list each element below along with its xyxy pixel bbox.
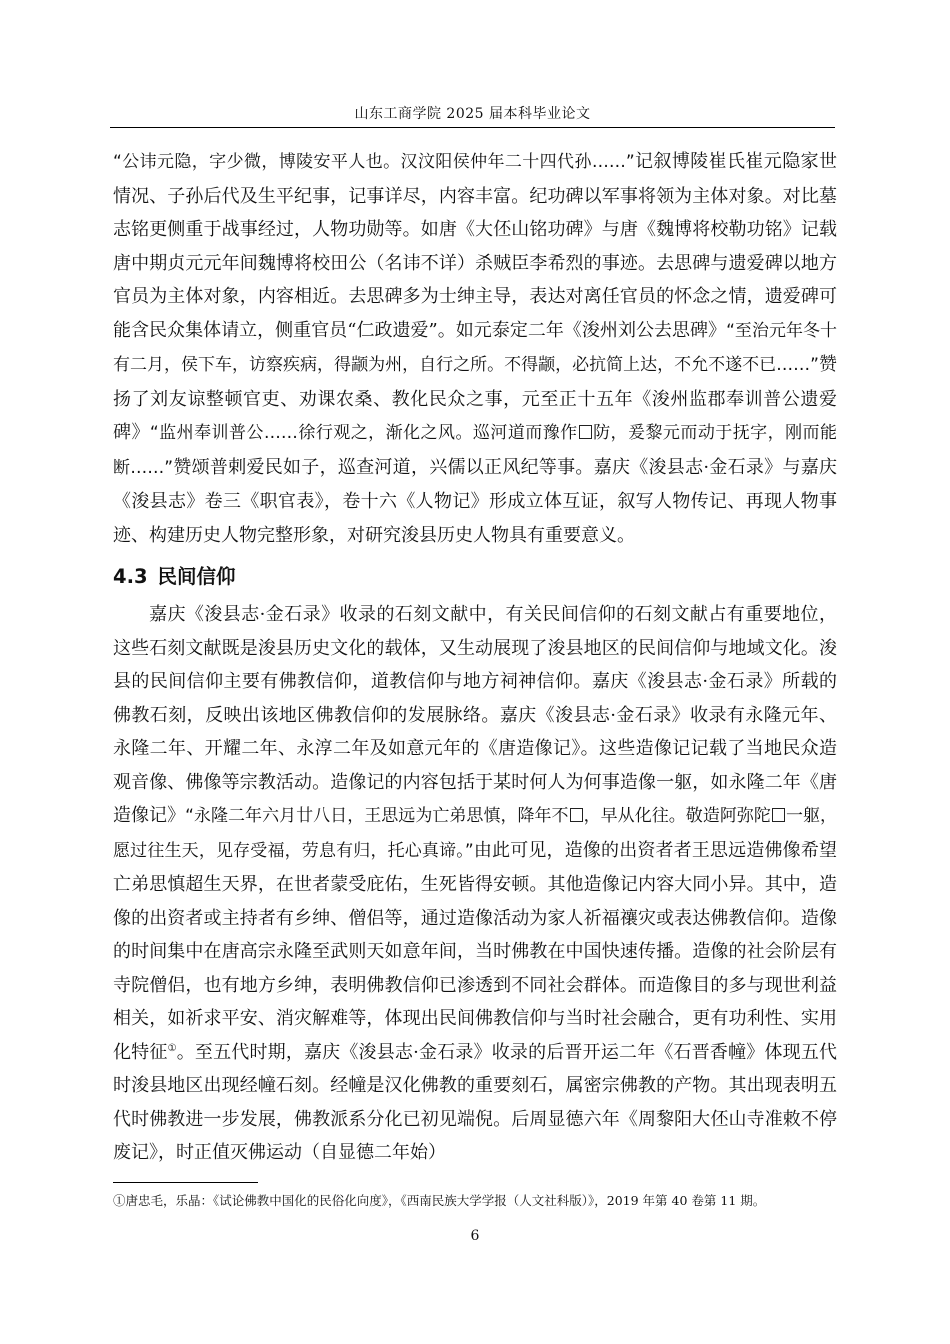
missing-character-box	[772, 808, 785, 822]
header-rule	[110, 127, 835, 128]
section-title: 民间信仰	[157, 565, 236, 588]
footnote: ①唐忠毛，乐晶：《试论佛教中国化的民俗化向度》，《西南民族大学学报（人文社科版）》，2019 年第 40 卷第 11 期。	[113, 1193, 766, 1208]
text-segment: 。至五代时期，嘉庆《浚县志·金石录》收录的后晋开运二年《石晋香幢》体现五代时浚县地区出现经幢石刻。经幢是汉化佛教的重要刻石，属密宗佛教的产物。其出现表明五代时佛教进一步发展，佛教派系分化已初见端倪。后周显德六年《周黎阳大伾山寺准敕不停废记》，时正值灭佛运动（自显德二年始）	[113, 1041, 838, 1163]
section-number: 4.3	[113, 565, 148, 588]
text-segment: 赞扬了刘友谅整顿官吏、劝课农桑、教化民众之事，元至正十五年《浚州监郡奉训普公遗爱碑》	[113, 354, 838, 443]
text-segment: 记叙博陵崔氏崔元隐家世情况、子孙后代及生平纪事，记事详尽，内容丰富。纪功碑以军事将领为主体对象。对比墓志铭更侧重于战事经过，人物功勋等。如唐《大伾山铭功碑》与唐《魏博将校勒功铭》记载唐中期贞元元年间魏博将校田公（名讳不详）杀贼臣李希烈的事迹。去思碑与遗爱碑以地方官员为主体对象，内容相近。去思碑多为士绅主导，表达对离任官员的怀念之情，遗爱碑可能含民众集体请立，侧重官员“仁政遗爱”。如元泰定二年《浚州刘公去思碑》	[113, 151, 837, 341]
missing-character-box	[579, 425, 592, 439]
quote-part: “监州奉训普公……徐行观之，渐化之风。巡河道而豫作	[149, 423, 578, 443]
text-segment: 嘉庆《浚县志·金石录》收录的石刻文献中，有关民间信仰的石刻文献占有重要地位，这些石刻文献既是浚县历史文化的载体，又生动展现了浚县地区的民间信仰与地域文化。浚县的民间信仰主要有佛教信仰，道教信仰与地方祠神信仰。嘉庆《浚县志·金石录》所载的佛教石刻，反映出该地区佛教信仰的发展脉络。嘉庆《浚县志·金石录》收录有永隆元年、永隆二年、开耀二年、永淳二年及如意元年的《唐造像记》。这些造像记记载了当地民众造观音像、佛像等宗教活动。造像记的内容包括于某时何人为何事造像一躯，如永隆二年《唐造像记》	[113, 604, 837, 826]
quote-part: “永隆二年六月廿八日，王思远为亡弟思慎，降年不	[185, 806, 569, 826]
section-heading	[113, 560, 837, 594]
footnote-rule	[113, 1182, 258, 1183]
quote-cui-yuanyin-epitaph: “公讳元隐，字少微，博陵安平人也。汉汶阳侯仲年二十四代孙……”	[113, 152, 635, 172]
paragraph-folk-belief	[113, 598, 837, 1170]
paragraph-steles	[113, 145, 837, 552]
quote-part: ，早从化往。敬造阿弥陀	[583, 806, 771, 826]
quote-part: 一躯，愿过往生天，见存受福，劳息有归，托心真谛。”	[113, 806, 838, 861]
quote-liu-gong-stele: “至治元年冬十有二月，侯下车，访察疾病，得颛为州，自行之所。不得颛，必抗简上达，不允不遂不已……”	[113, 320, 837, 375]
running-header: 山东工商学院 2025 届本科毕业论文	[354, 106, 591, 122]
page-number: 6	[470, 1228, 480, 1244]
text-segment: 由此可见，造像的出资者者王思远造佛像希望亡弟思慎超生天界，在世者蒙受庇佑，生死皆得安顿。其他造像记内容大同小异。其中，造像的出资者或主持者有乡绅、僧侣等，通过造像活动为家人祈福禳灾或表达佛教信仰。造像的时间集中在唐高宗永隆至武则天如意年间，当时佛教在中国快速传播。造像的社会阶层有寺院僧侣，也有地方乡绅，表明佛教信仰已渗透到不同社会群体。而造像目的多与现世利益相关，如祈求平安、消灾解难等，体现出民间佛教信仰与当时社会融合，更有功利性、实用化特征	[113, 839, 837, 1063]
missing-character-box	[570, 808, 583, 822]
quote-part: 防，爰黎元而动于抚字，刚而能断……”	[113, 423, 838, 478]
body-text	[113, 145, 837, 1170]
text-segment: 赞颂普剌爱民如子，巡查河道，兴儒以正风纪等事。嘉庆《浚县志·金石录》与嘉庆《浚县志》卷三《职官表》，卷十六《人物记》形成立体互证，叙写人物传记、再现人物事迹、构建历史人物完整形象，对研究浚县历史人物具有重要意义。	[113, 456, 838, 546]
footnote-marker[interactable]: ①	[167, 1042, 177, 1054]
